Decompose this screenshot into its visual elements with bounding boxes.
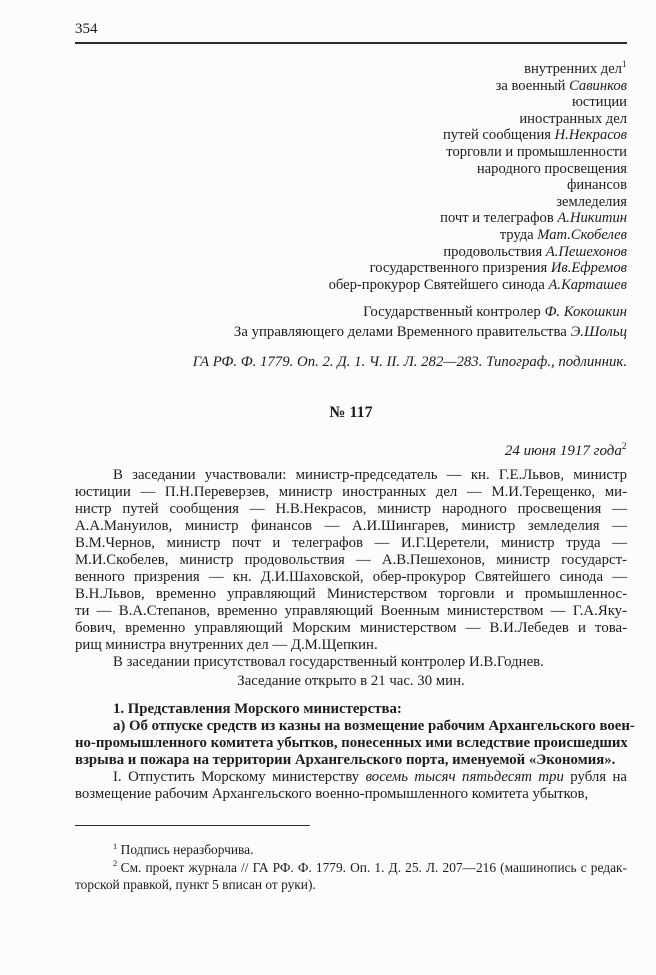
text-line: М.И.Скобелев, министр продовольствия — А.В.Пешехонов, министр государст- [75, 552, 627, 569]
document-date [75, 442, 627, 461]
text-line: За управляющего делами Временного правительства Э.Шольц [233, 323, 627, 340]
footnote-1 [75, 841, 627, 858]
text-line: ГА РФ. Ф. 1779. Оп. 2. Д. 1. Ч. II. Л. 282—283. Типограф., подлинник. [192, 354, 627, 371]
controller-present-line [75, 654, 627, 671]
officials-signature-list [75, 303, 627, 342]
text-line: торской правкой, пункт 5 вписан от руки). [75, 876, 316, 892]
text-line: $^1$ Подпись неразборчива. [113, 841, 254, 858]
text-line: путей сообщения Н.Некрасов [443, 127, 627, 144]
text-line: но-промышленного комитета убытков, понесенных ими вследствие происшедших [75, 735, 628, 752]
text-line: 24 июня 1917 года$^2$ [504, 442, 627, 460]
text-line: юстиции — П.Н.Переверзев, министр иностранных дел — М.И.Терещенко, ми- [75, 484, 627, 501]
text-line: В заседании участвовали: министр-председатель — кн. Г.Е.Львов, министр [113, 467, 627, 484]
text-line: нистр путей сообщения — Н.В.Некрасов, министр народного просвещения — [75, 501, 627, 518]
text-line: юстиции [572, 94, 627, 111]
text-line: продовольствия А.Пешехонов [443, 243, 627, 260]
text-line: иностранных дел [519, 110, 627, 127]
text-line: ти — В.А.Степанов, временно управляющий Военным министерством — Г.А.Яку- [75, 603, 627, 620]
participants-paragraph [75, 467, 627, 654]
header-rule [75, 42, 627, 44]
text-line: обер-прокурор Святейшего синода А.Карташев [328, 276, 627, 293]
text-line: финансов [566, 177, 627, 194]
footnote-2 [75, 859, 627, 894]
text-line: за военный Савинков [495, 77, 627, 94]
text-line: государственного призрения Ив.Ефремов [369, 260, 627, 277]
ministers-signature-list [75, 61, 627, 293]
text-line: I. Отпустить Морскому министерству восемь тысяч пятьдесят три рубля на [113, 769, 627, 786]
text-line: возмещение рабочим Архангельского военно-промышленного комитета убытков, [75, 786, 589, 803]
text-line: торговли и промышленности [446, 143, 627, 160]
page-number: 354 [75, 21, 98, 37]
text-line: В.М.Чернов, министр почт и телеграфов — И.Г.Церетели, министр труда — [75, 535, 627, 552]
resolution-paragraph [75, 769, 627, 803]
document-number: № 117 [329, 404, 373, 422]
text-line: рищ министра внутренних дел — Д.М.Щепкин. [75, 637, 378, 654]
text-line: 1. Представления Морского министерства: [113, 701, 402, 718]
text-line: В.Н.Львов, временно управляющий Министерством торговли и промышленнос- [75, 586, 627, 603]
text-line: А.А.Мануилов, министр финансов — А.И.Шингарев, министр земледелия — [75, 518, 627, 535]
archive-reference [75, 353, 627, 372]
footnote-separator [75, 825, 310, 826]
agenda-heading [75, 701, 627, 718]
text-line: земледелия [556, 193, 627, 210]
session-opened-line [75, 673, 627, 690]
text-line: народного просвещения [476, 160, 627, 177]
text-line: взрыва и пожара на территории Архангельского порта, именуемой «Экономия». [75, 752, 616, 769]
text-line: Заседание открыто в 21 час. 30 мин. [237, 673, 465, 690]
agenda-item-a [75, 718, 635, 769]
text-line: бович, временно управляющий Морским министерством — В.И.Лебедев и това- [75, 620, 627, 637]
text-line: венного призрения — кн. Д.И.Шаховской, обер-прокурор Святейшего синода — [75, 569, 627, 586]
text-line: а) Об отпуске средств из казны на возмещение рабочим Архангельского воен- [113, 718, 635, 735]
text-line: почт и телеграфов А.Никитин [440, 210, 627, 227]
text-line: труда Мат.Скобелев [499, 226, 627, 243]
text-line: В заседании присутствовал государственный контролер И.В.Годнев. [113, 654, 544, 671]
text-line: внутренних дел$^1$ [524, 59, 627, 77]
text-line: Государственный контролер Ф. Кокошкин [363, 304, 627, 321]
text-line: $^2$ См. проект журнала // ГА РФ. Ф. 1779. Оп. 1. Д. 25. Л. 207—216 (машинопись с редак- [113, 859, 627, 875]
